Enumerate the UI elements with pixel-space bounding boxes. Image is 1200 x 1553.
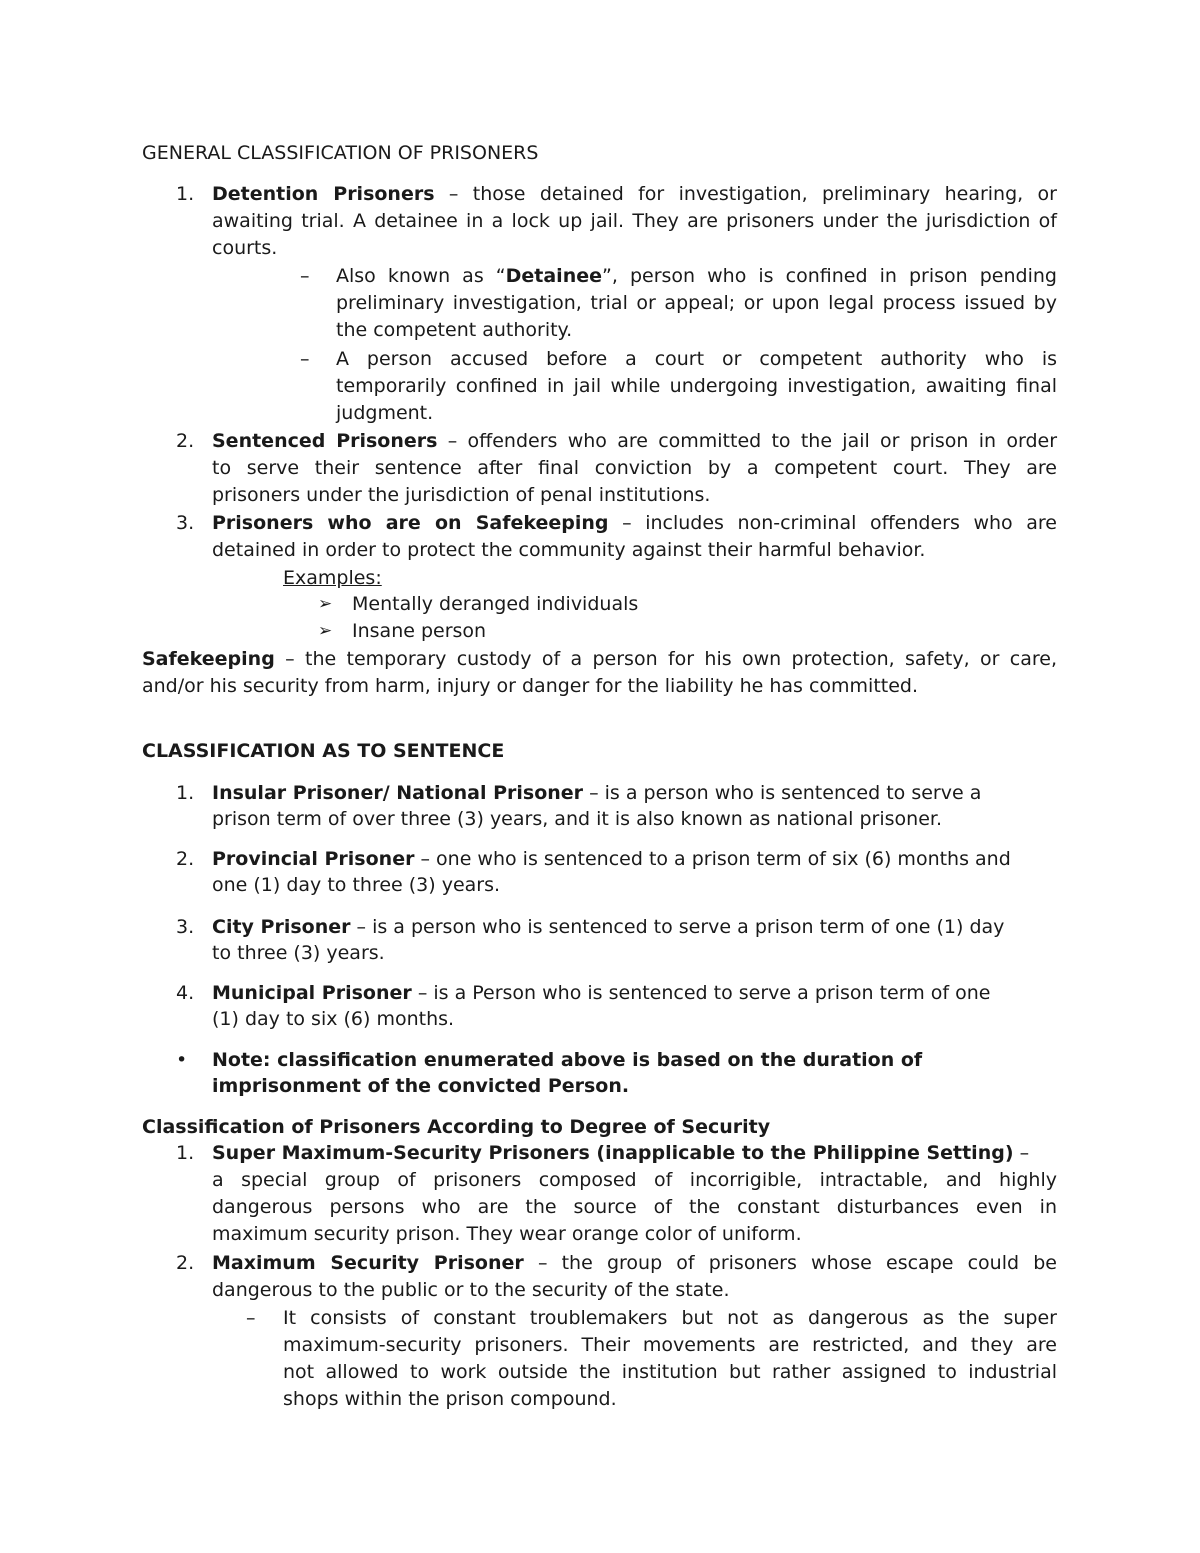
arrow-bullet-icon: ➢: [318, 621, 333, 641]
item-term: Municipal Prisoner: [212, 982, 412, 1004]
sub-text: Also known as “: [336, 265, 506, 287]
section-title-general: GENERAL CLASSIFICATION OF PRISONERS: [142, 142, 539, 164]
item-text: awaiting trial. A detainee in a lock up jail. They are prisoners under the jurisdiction of: [212, 210, 1057, 232]
list-item-super-max: [212, 1140, 1029, 1167]
definition-safekeeping: [142, 646, 1057, 673]
item-term: Sentenced Prisoners: [212, 430, 438, 452]
item-text: – offenders who are committed to the jail or prison in order: [447, 430, 1058, 452]
item-term: Detention Prisoners: [212, 183, 435, 205]
definition-text: and/or his security from harm, injury or danger for the liability he has committed.: [142, 675, 919, 697]
item-term: Insular Prisoner/ National Prisoner: [212, 782, 584, 804]
list-item-insular: [212, 780, 981, 807]
sub-text: maximum-security prisoners. Their movements are restricted, and they are: [283, 1334, 1057, 1356]
item-text: courts.: [212, 237, 278, 259]
sub-text: shops within the prison compound.: [283, 1388, 617, 1410]
item-number: 1.: [176, 1142, 195, 1164]
item-text: – is a person who is sentenced to serve a: [589, 782, 982, 804]
sub-text: preliminary investigation, trial or appeal; or upon legal process issued by: [336, 292, 1057, 314]
item-number: 3.: [176, 916, 195, 938]
item-text: – is a Person who is sentenced to serve a prison term of one: [417, 982, 991, 1004]
item-number: 2.: [176, 1252, 195, 1274]
definition-term: Safekeeping: [142, 648, 275, 670]
item-text: one (1) day to three (3) years.: [212, 874, 501, 896]
definition-text: – the temporary custody of a person for his own protection, safety, or care,: [285, 648, 1058, 670]
item-text: prison term of over three (3) years, and it is also known as national prisoner.: [212, 808, 942, 830]
sub-text: not allowed to work outside the institution but rather assigned to industrial: [283, 1361, 1057, 1383]
sub-item-detainee: [336, 263, 1057, 290]
item-text: maximum security prison. They wear orange color of uniform.: [212, 1223, 802, 1245]
item-number: 2.: [176, 848, 195, 870]
item-term: Prisoners who are on Safekeeping: [212, 512, 609, 534]
item-text: dangerous to the public or to the security of the state.: [212, 1279, 730, 1301]
example-item: Mentally deranged individuals: [352, 593, 639, 615]
bullet-dot: •: [176, 1049, 188, 1071]
item-text: to three (3) years.: [212, 942, 385, 964]
item-term: Provincial Prisoner: [212, 848, 415, 870]
list-item-safekeeping: [212, 510, 1057, 537]
item-text: – includes non-criminal offenders who are: [622, 512, 1057, 534]
section-title-security: Classification of Prisoners According to Degree of Security: [142, 1116, 771, 1138]
list-item-municipal: [212, 980, 990, 1007]
sub-term: Detainee: [505, 265, 602, 287]
sub-text: A person accused before a court or competent authority who is: [336, 348, 1057, 370]
list-item-sentenced: [212, 428, 1057, 455]
item-text: to serve their sentence after final conviction by a competent court. They are: [212, 457, 1057, 479]
sub-text: It consists of constant troublemakers but not as dangerous as the super: [283, 1307, 1057, 1329]
item-text: – one who is sentenced to a prison term of six (6) months and: [420, 848, 1011, 870]
section-title-sentence: CLASSIFICATION AS TO SENTENCE: [142, 740, 505, 762]
note-text: imprisonment of the convicted Person.: [212, 1075, 630, 1097]
item-text: detained in order to protect the community against their harmful behavior.: [212, 539, 926, 561]
item-number: 4.: [176, 982, 195, 1004]
sub-text: the competent authority.: [336, 319, 573, 341]
item-number: 1.: [176, 782, 195, 804]
list-item-city: [212, 914, 1004, 941]
sub-text: ”, person who is confined in prison pending: [602, 265, 1057, 287]
list-item-max-security: [212, 1250, 1057, 1277]
item-text: dangerous persons who are the source of the constant disturbances even in: [212, 1196, 1057, 1218]
examples-label: Examples:: [283, 567, 382, 589]
item-number: 1.: [176, 183, 195, 205]
dash-bullet: –: [300, 348, 310, 370]
item-term: Maximum Security Prisoner: [212, 1252, 524, 1274]
dash-bullet: –: [246, 1307, 256, 1329]
item-text: a special group of prisoners composed of incorrigible, intractable, and highly: [212, 1169, 1057, 1191]
item-term: City Prisoner: [212, 916, 351, 938]
item-number: 2.: [176, 430, 195, 452]
item-number: 3.: [176, 512, 195, 534]
sub-text: temporarily confined in jail while undergoing investigation, awaiting final: [336, 375, 1057, 397]
sub-text: judgment.: [336, 402, 434, 424]
dash-bullet: –: [300, 265, 310, 287]
item-text: (1) day to six (6) months.: [212, 1008, 455, 1030]
item-text: –: [1019, 1142, 1030, 1164]
note-text: Note: classification enumerated above is based on the duration of: [212, 1049, 923, 1071]
arrow-bullet-icon: ➢: [318, 594, 333, 614]
list-item-provincial: [212, 846, 1011, 873]
example-item: Insane person: [352, 620, 487, 642]
item-text: – the group of prisoners whose escape could be: [537, 1252, 1057, 1274]
item-text: – is a person who is sentenced to serve a prison term of one (1) day: [356, 916, 1005, 938]
item-term: Super Maximum-Security Prisoners (inapplicable to the Philippine Setting): [212, 1142, 1014, 1164]
item-text: prisoners under the jurisdiction of penal institutions.: [212, 484, 711, 506]
item-text: – those detained for investigation, preliminary hearing, or: [448, 183, 1057, 205]
list-item-detention: [212, 181, 1057, 208]
